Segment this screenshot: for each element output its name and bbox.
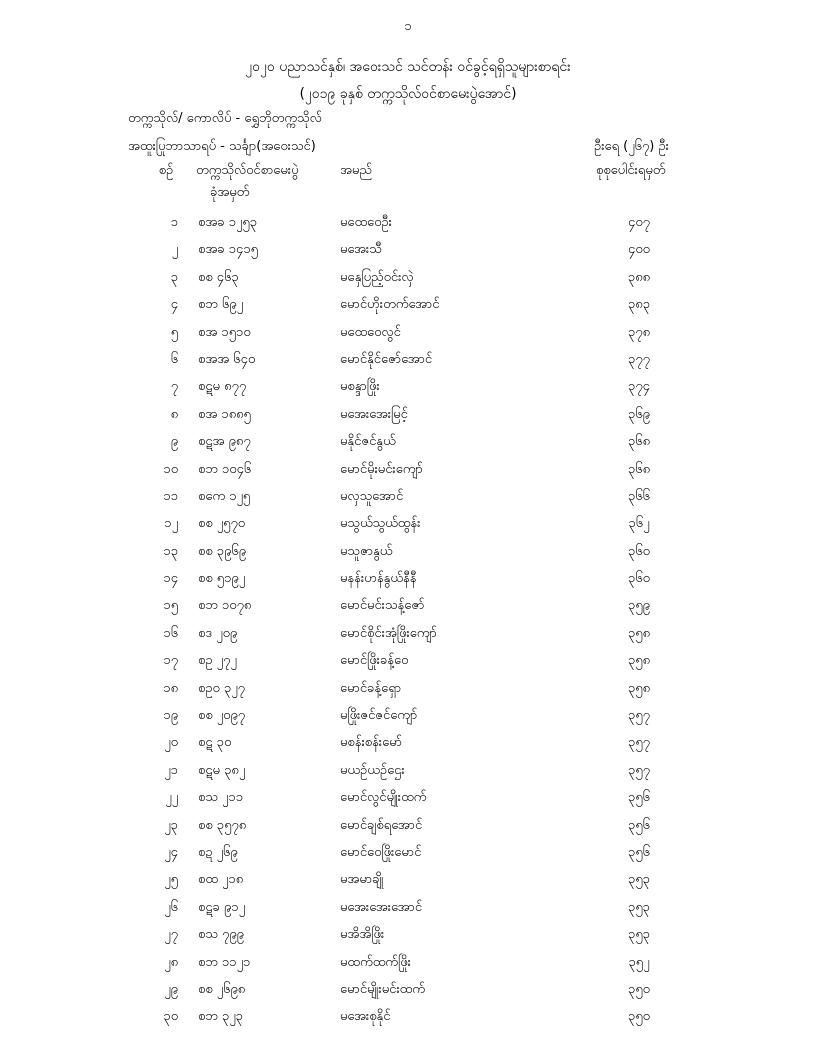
table-row — [0, 867, 816, 894]
student-name: မအေးအေးမြင့် — [340, 406, 408, 422]
total-score: ၃၇၇ — [628, 351, 650, 367]
row-number: ၁၅ — [163, 598, 178, 614]
roll-number: စအခ ၁၄၁၅ — [198, 242, 258, 258]
total-score: ၃၅၇ — [628, 708, 650, 724]
table-row — [0, 237, 816, 264]
row-number: ၆ — [170, 351, 178, 367]
student-name: မောင်မိုးမင်းကျော် — [340, 461, 423, 477]
total-score: ၄၀၇ — [628, 215, 650, 230]
student-name: မလှသူအောင် — [340, 488, 404, 504]
total-score: ၃၆၀ — [628, 543, 650, 559]
student-name: မနိုင်ဇင်နွယ် — [340, 434, 396, 450]
roll-number: စသ ၂၁၁ — [198, 790, 244, 806]
roll-number: စဥဝ ၃၂၇ — [198, 680, 245, 696]
table-row — [0, 347, 816, 374]
roll-number: စဋမ ၈၇၇ — [198, 379, 247, 395]
row-number: ၂၀ — [164, 735, 178, 751]
roll-number: စအအ ၆၄၀ — [198, 351, 256, 367]
total-score: ၃၅၆ — [628, 817, 650, 833]
row-number: ၂၇ — [164, 927, 178, 943]
table-row — [0, 950, 816, 977]
table-row — [0, 621, 816, 648]
table-row — [0, 785, 816, 812]
row-number: ၁၁ — [163, 488, 178, 504]
roll-number: စစ ၂၅၇၀ — [198, 516, 246, 532]
table-row — [0, 210, 816, 237]
student-count: ဦးရေ (၂၆၇) ဦး — [594, 139, 669, 154]
student-name: မစန္ဒာဖြိုး — [340, 379, 380, 395]
column-header-no: စဉ် — [158, 163, 174, 178]
student-name: မနှေပြည့်ဝင်းလှဲ — [340, 269, 414, 285]
student-name: မောင်ချစ်ရအောင် — [340, 817, 423, 833]
student-name: မထက်ထက်ဖြိုး — [340, 954, 411, 970]
table-row — [0, 292, 816, 319]
total-score: ၃၅၇ — [628, 735, 650, 751]
student-name: မအေးစုနိုင် — [340, 1009, 391, 1025]
table-row — [0, 895, 816, 922]
row-number: ၈ — [170, 406, 178, 422]
row-number: ၂ — [171, 242, 178, 258]
table-row — [0, 977, 816, 1004]
table-row — [0, 457, 816, 484]
total-score: ၃၅၈ — [627, 680, 651, 696]
table-row — [0, 484, 816, 511]
table-row — [0, 730, 816, 757]
roll-number: စထ ၂၁၈ — [198, 872, 244, 888]
total-score: ၃၅၃ — [628, 899, 650, 915]
table-row — [0, 758, 816, 785]
table-row — [0, 703, 816, 730]
total-score: ၃၆၀ — [628, 571, 650, 587]
document-title: ၂၀၂၀ ပညာသင်နှစ်၊ အဝေးသင် သင်တန်း ဝင်ခွင့်ရရှိသူများစာရင်း — [245, 59, 571, 75]
row-number: ၁၆ — [163, 625, 178, 641]
row-number: ၉ — [170, 434, 178, 450]
roll-number: စဍ ၂၆၉ — [198, 844, 238, 860]
table-row — [0, 402, 816, 429]
column-header-roll: တက္ကသိုလ်ဝင်စာမေးပွဲ — [196, 163, 299, 178]
total-score: ၃၅၃ — [628, 927, 650, 943]
row-number: ၄ — [170, 297, 178, 313]
row-number: ၁၉ — [163, 708, 178, 724]
row-number: ၂၃ — [164, 817, 178, 833]
total-score: ၃၆၂ — [628, 516, 650, 532]
total-score: ၃၅၇ — [628, 762, 650, 778]
row-number: ၃၀ — [163, 1009, 178, 1025]
student-name: မစန်းစန်းမော် — [340, 735, 402, 751]
table-row — [0, 840, 816, 867]
table-row — [0, 566, 816, 593]
roll-number: စစ ၃၅၇၈ — [198, 817, 247, 833]
row-number: ၂၂ — [165, 790, 178, 806]
total-score: ၃၅၈ — [627, 625, 651, 641]
roll-number: စစ ၅၁၉၂ — [198, 571, 246, 587]
table-row — [0, 320, 816, 347]
total-score: ၃၅၈ — [627, 653, 651, 669]
results-table — [0, 210, 816, 1032]
table-row — [0, 1004, 816, 1031]
roll-number: စဒ ၂၀၉ — [198, 625, 238, 641]
roll-number: စစ ၄၆၃ — [198, 269, 239, 285]
row-number: ၁၇ — [163, 653, 178, 669]
student-name: မောင်ခန့်ရှော — [340, 680, 402, 696]
roll-number: စဘ ၆၉၂ — [198, 297, 243, 313]
roll-number: စအ ၁၈၈၅ — [198, 406, 251, 422]
roll-number: စဘ ၁၁၂၁ — [198, 954, 251, 970]
row-number: ၁ — [170, 215, 178, 230]
table-row — [0, 429, 816, 456]
roll-number: စဥ ၂၇၂ — [198, 653, 237, 669]
student-name: မောင်မင်းသန့်ဇော် — [340, 598, 425, 614]
row-number: ၅ — [170, 324, 178, 340]
table-row — [0, 676, 816, 703]
roll-number: စဋအ ၉၈၇ — [198, 434, 251, 450]
total-score: ၃၅၆ — [628, 790, 650, 806]
roll-number: စစ ၃၉၆၉ — [198, 543, 247, 559]
university-label: တက္ကသိုလ်/ ကောလိပ် - ရွှေဘိုတက္ကသိုလ် — [128, 111, 322, 126]
table-row — [0, 648, 816, 675]
total-score: ၃၅၀ — [628, 1009, 650, 1025]
roll-number: စစ ၂၆၉၈ — [198, 981, 246, 997]
row-number: ၁၂ — [164, 516, 178, 532]
total-score: ၃၇၈ — [627, 324, 651, 340]
student-name: မောင်လွင်မျိုးထက် — [340, 790, 427, 806]
student-name: မအမာချို — [340, 872, 384, 888]
student-name: မအေးသီ — [340, 242, 382, 258]
total-score: ၃၈၈ — [627, 269, 651, 285]
row-number: ၇ — [170, 379, 178, 395]
student-name: မဖြိုးဇင်ဇင်ကျော် — [340, 708, 418, 724]
table-row — [0, 813, 816, 840]
row-number: ၃ — [170, 269, 178, 285]
table-row — [0, 265, 816, 292]
total-score: ၃၆၆ — [628, 488, 650, 504]
column-header-name: အမည် — [340, 163, 372, 178]
roll-number: စဘ ၁၀၄၆ — [198, 461, 252, 477]
student-name: မသူဇာနွယ် — [340, 543, 393, 559]
roll-number: စဋမ ၃၈၂ — [198, 762, 246, 778]
total-score: ၃၇၄ — [628, 379, 650, 395]
roll-number: စအခ ၁၂၅၃ — [198, 215, 258, 230]
total-score: ၃၆၉ — [628, 406, 650, 422]
column-header-total: စုစုပေါင်းရမှတ် — [596, 163, 666, 178]
student-name: မောင်စိုင်းအုံဖြိုးကျော် — [340, 625, 437, 641]
roll-number: စဋခ ၉၁၂ — [198, 899, 245, 915]
document-subtitle: (၂၀၁၉ ခုနှစ် တက္ကသိုလ်ဝင်စာမေးပွဲအောင်) — [299, 86, 517, 102]
student-name: မောင်ဟိုးတက်အောင် — [340, 297, 440, 313]
page-number: ၁ — [404, 19, 412, 34]
total-score: ၄၀၀ — [628, 242, 650, 258]
roll-number: စဘ ၁၀၇၈ — [198, 598, 252, 614]
student-name: မောင်ဖြိုးခန့်ဝေ — [340, 653, 409, 669]
row-number: ၁၄ — [163, 571, 178, 587]
row-number: ၁၃ — [163, 543, 178, 559]
table-row — [0, 511, 816, 538]
total-score: ၃၆၈ — [627, 434, 651, 450]
student-name: မထေဝေဦး — [340, 215, 392, 230]
student-name: မသွယ်သွယ်ထွန်း — [340, 516, 421, 532]
table-row — [0, 593, 816, 620]
student-name: မအိအိဖြိုး — [340, 927, 385, 943]
subject-label: အထူးပြုဘာသာရပ် - သင်္ချာ(အဝေးသင်) — [128, 139, 316, 154]
student-name: မောင်နိုင်ဇော်အောင် — [340, 351, 433, 367]
total-score: ၃၈၃ — [627, 297, 651, 313]
student-name: မအေးအေးအောင် — [340, 899, 423, 915]
table-row — [0, 374, 816, 401]
roll-number: စဘ ၃၂၃ — [198, 1009, 243, 1025]
table-row — [0, 922, 816, 949]
roll-number: စအ ၁၅၁၀ — [198, 324, 251, 340]
row-number: ၂၆ — [164, 899, 178, 915]
total-score: ၃၅၀ — [628, 981, 650, 997]
row-number: ၂၉ — [164, 981, 178, 997]
total-score: ၃၅၃ — [628, 872, 650, 888]
student-name: မထေဝေလွင် — [340, 324, 401, 340]
row-number: ၂၅ — [164, 872, 178, 888]
row-number: ၁၀ — [163, 461, 178, 477]
roll-number: စဋ ၃၀ — [198, 735, 232, 751]
total-score: ၃၅၉ — [628, 598, 650, 614]
roll-number: စကေ ၁၂၅ — [198, 488, 251, 504]
row-number: ၁၈ — [163, 680, 178, 696]
roll-number: စစ ၂၀၉၇ — [198, 708, 246, 724]
column-header-roll-sub: ခုံအမှတ် — [210, 185, 250, 200]
table-row — [0, 539, 816, 566]
student-name: မောင်မျိုးမင်းထက် — [340, 981, 425, 997]
student-name: မယဉ်ယဉ်ဌေး — [340, 762, 405, 778]
total-score: ၃၅၆ — [628, 844, 650, 860]
row-number: ၂၈ — [164, 954, 178, 970]
student-name: မောင်ဝေဖြိုးမောင် — [340, 844, 422, 860]
total-score: ၃၆၈ — [627, 461, 651, 477]
total-score: ၃၅၂ — [628, 954, 650, 970]
student-name: မနန်းဟန်နွယ်နီနီ — [340, 571, 417, 587]
row-number: ၂၄ — [164, 844, 178, 860]
row-number: ၂၁ — [164, 762, 178, 778]
roll-number: စသ ၇၉၉ — [198, 927, 244, 943]
